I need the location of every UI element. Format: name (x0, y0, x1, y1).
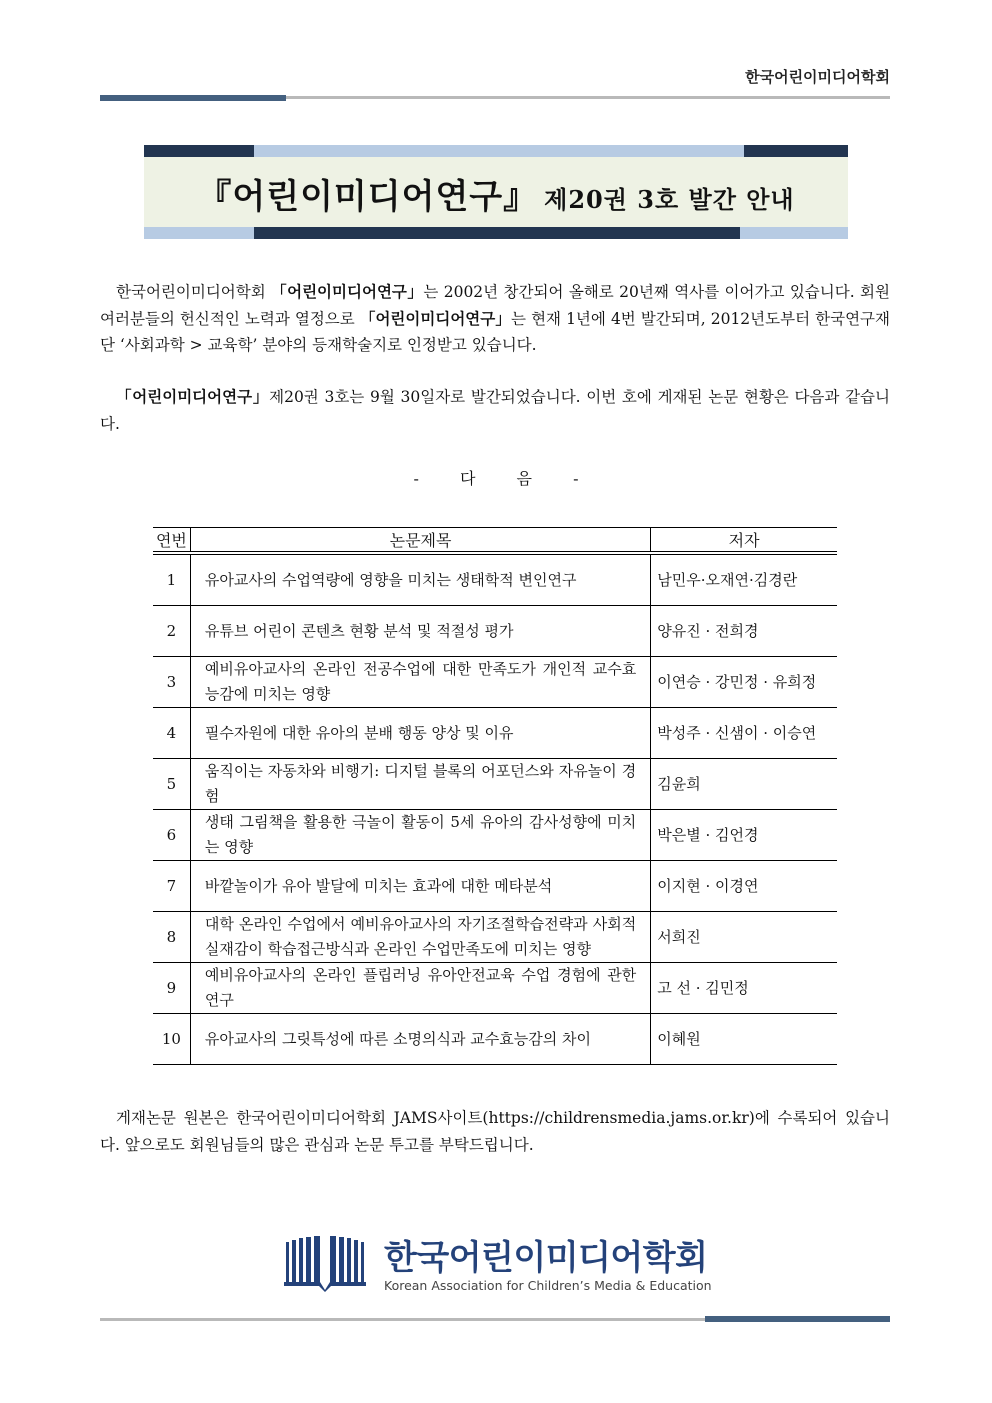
paper-authors: 고 선 · 김민정 (651, 963, 837, 1014)
book-icon (284, 1234, 366, 1292)
header-org-name: 한국어린이미디어학회 (745, 68, 890, 86)
paper-title: 유아교사의 그릿특성에 따른 소명의식과 교수효능감의 차이 (190, 1014, 650, 1065)
table-row (153, 553, 837, 606)
header-authors: 저자 (651, 528, 837, 554)
table-row (153, 606, 837, 657)
table-row (153, 708, 837, 759)
journal-name: 「어린이미디어연구」 (116, 388, 270, 406)
table-row (153, 759, 837, 810)
paper-title: 바깥놀이가 유아 발달에 미치는 효과에 대한 메타분석 (190, 861, 650, 912)
intro-paragraph-1: 한국어린이미디어학회 「어린이미디어연구」는 2002년 창간되어 올해로 20년째 역사를 이어가고 있습니다. 회원 여러분들의 헌신적인 노력과 열정으로 「어린이미디어연구」는 현재 1년에 4번 발간되며, 2012년도부터 한국연구재단 ‘사회과학 > 교육학’ 분야의 등재학술지로 인정받고 있습니다. (100, 283, 890, 354)
paper-title: 예비유아교사의 온라인 전공수업에 대한 만족도가 개인적 교수효능감에 미치는 영향 (190, 657, 650, 708)
table-header-row (153, 528, 837, 554)
table-row (153, 861, 837, 912)
paper-number: 8 (153, 912, 190, 963)
journal-name: 「어린이미디어연구」 (359, 309, 512, 328)
paper-authors: 이지현 · 이경연 (651, 861, 837, 912)
society-logo (284, 1234, 712, 1296)
paper-title: 유아교사의 수업역량에 영향을 미치는 생태학적 변인연구 (190, 553, 650, 606)
title-bar-top-highlight (254, 145, 744, 157)
header-no: 연번 (153, 528, 190, 554)
paper-title: 생태 그림책을 활용한 극놀이 활동이 5세 유아의 감사성향에 미치는 영향 (190, 810, 650, 861)
paper-authors: 이혜원 (651, 1014, 837, 1065)
paper-authors: 박성주 · 신샘이 · 이승연 (651, 708, 837, 759)
footer-rule-accent (705, 1316, 890, 1322)
paper-title: 움직이는 자동차와 비행기: 디지털 블록의 어포던스와 자유놀이 경험 (190, 759, 650, 810)
papers-table (153, 527, 837, 1065)
paper-number: 5 (153, 759, 190, 810)
table-row (153, 963, 837, 1014)
paper-authors: 이연승 · 강민정 · 유희정 (651, 657, 837, 708)
paper-title: 대학 온라인 수업에서 예비유아교사의 자기조절학습전략과 사회적 실재감이 학습접근방식과 온라인 수업만족도에 미치는 영향 (190, 912, 650, 963)
paper-number: 9 (153, 963, 190, 1014)
paper-number: 10 (153, 1014, 190, 1065)
logo-subtitle: Korean Association for Children’s Media & Education (384, 1278, 712, 1293)
paper-title: 필수자원에 대한 유아의 분배 행동 양상 및 이유 (190, 708, 650, 759)
paper-authors: 양유진 · 전희경 (651, 606, 837, 657)
header-rule-accent (100, 95, 286, 101)
paper-number: 6 (153, 810, 190, 861)
table-row (153, 1014, 837, 1065)
table-row (153, 912, 837, 963)
paper-number: 4 (153, 708, 190, 759)
paper-title: 유튜브 어린이 콘텐츠 현황 분석 및 적절성 평가 (190, 606, 650, 657)
title-journal: 『어린이미디어연구』 (197, 177, 539, 217)
title-text (144, 169, 848, 218)
paper-authors: 김윤희 (651, 759, 837, 810)
section-label: - 다 음 - (413, 469, 579, 488)
paper-title: 예비유아교사의 온라인 플립러닝 유아안전교육 수업 경험에 관한 연구 (190, 963, 650, 1014)
logo-name: 한국어린이미디어학회 (384, 1238, 708, 1278)
paper-authors: 남민우·오재연·김경란 (651, 553, 837, 606)
intro-paragraph-2: 「어린이미디어연구」제20권 3호는 9월 30일자로 발간되었습니다. 이번 호에 게재된 논문 현황은 다음과 같습니다. (100, 388, 890, 433)
title-bar-bottom-highlight (254, 227, 740, 239)
paper-number: 3 (153, 657, 190, 708)
paper-number: 7 (153, 861, 190, 912)
header-title: 논문제목 (190, 528, 650, 554)
closing-paragraph: 게재논문 원본은 한국어린이미디어학회 JAMS사이트(https://childrensmedia.jams.or.kr)에 수록되어 있습니다. 앞으로도 회원님들의 많은 관심과 논문 투고를 부탁드립니다. (100, 1109, 890, 1154)
title-banner (144, 145, 848, 239)
table-row (153, 657, 837, 708)
paper-number: 1 (153, 553, 190, 606)
table-row (153, 810, 837, 861)
paper-number: 2 (153, 606, 190, 657)
journal-name: 「어린이미디어연구」 (271, 283, 424, 301)
title-rest: 제20권 3호 발간 안내 (544, 185, 795, 214)
paper-authors: 서희진 (651, 912, 837, 963)
paper-authors: 박은별 · 김언경 (651, 810, 837, 861)
